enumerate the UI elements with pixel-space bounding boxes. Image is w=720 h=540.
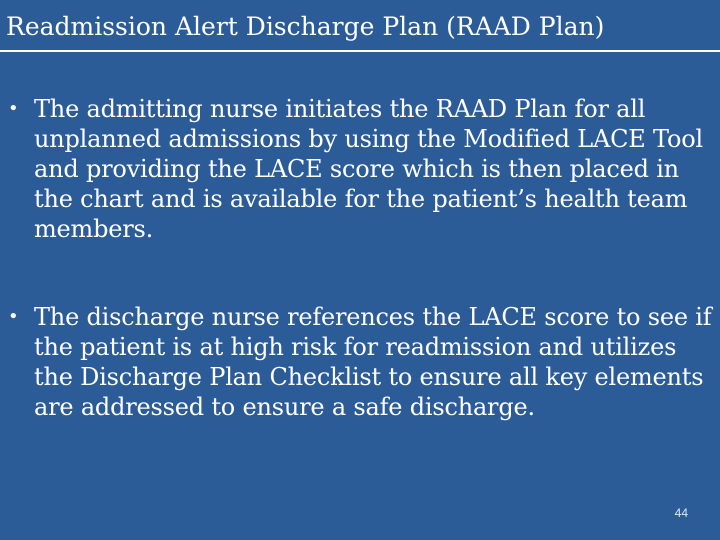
bullet-dot-icon: •	[8, 98, 19, 119]
page-number: 44	[674, 506, 688, 520]
bullet-text: The discharge nurse references the LACE score to see if the patient is at high risk for readmission and utilizes the Discharge Plan Checklist to ensure all key elements are addressed to ensure a safe discharge.	[34, 303, 712, 421]
bullet-item	[0, 94, 720, 244]
bullet-text: The admitting nurse initiates the RAAD Plan for all unplanned admissions by using the Modified LACE Tool and providing the LACE score which is then placed in the chart and is available for the patient’s health team members.	[34, 95, 703, 243]
bullet-dot-icon: •	[8, 306, 19, 327]
bullet-list	[0, 94, 720, 422]
slide-title: Readmission Alert Discharge Plan (RAAD Plan)	[0, 12, 720, 52]
bullet-item	[0, 302, 720, 422]
